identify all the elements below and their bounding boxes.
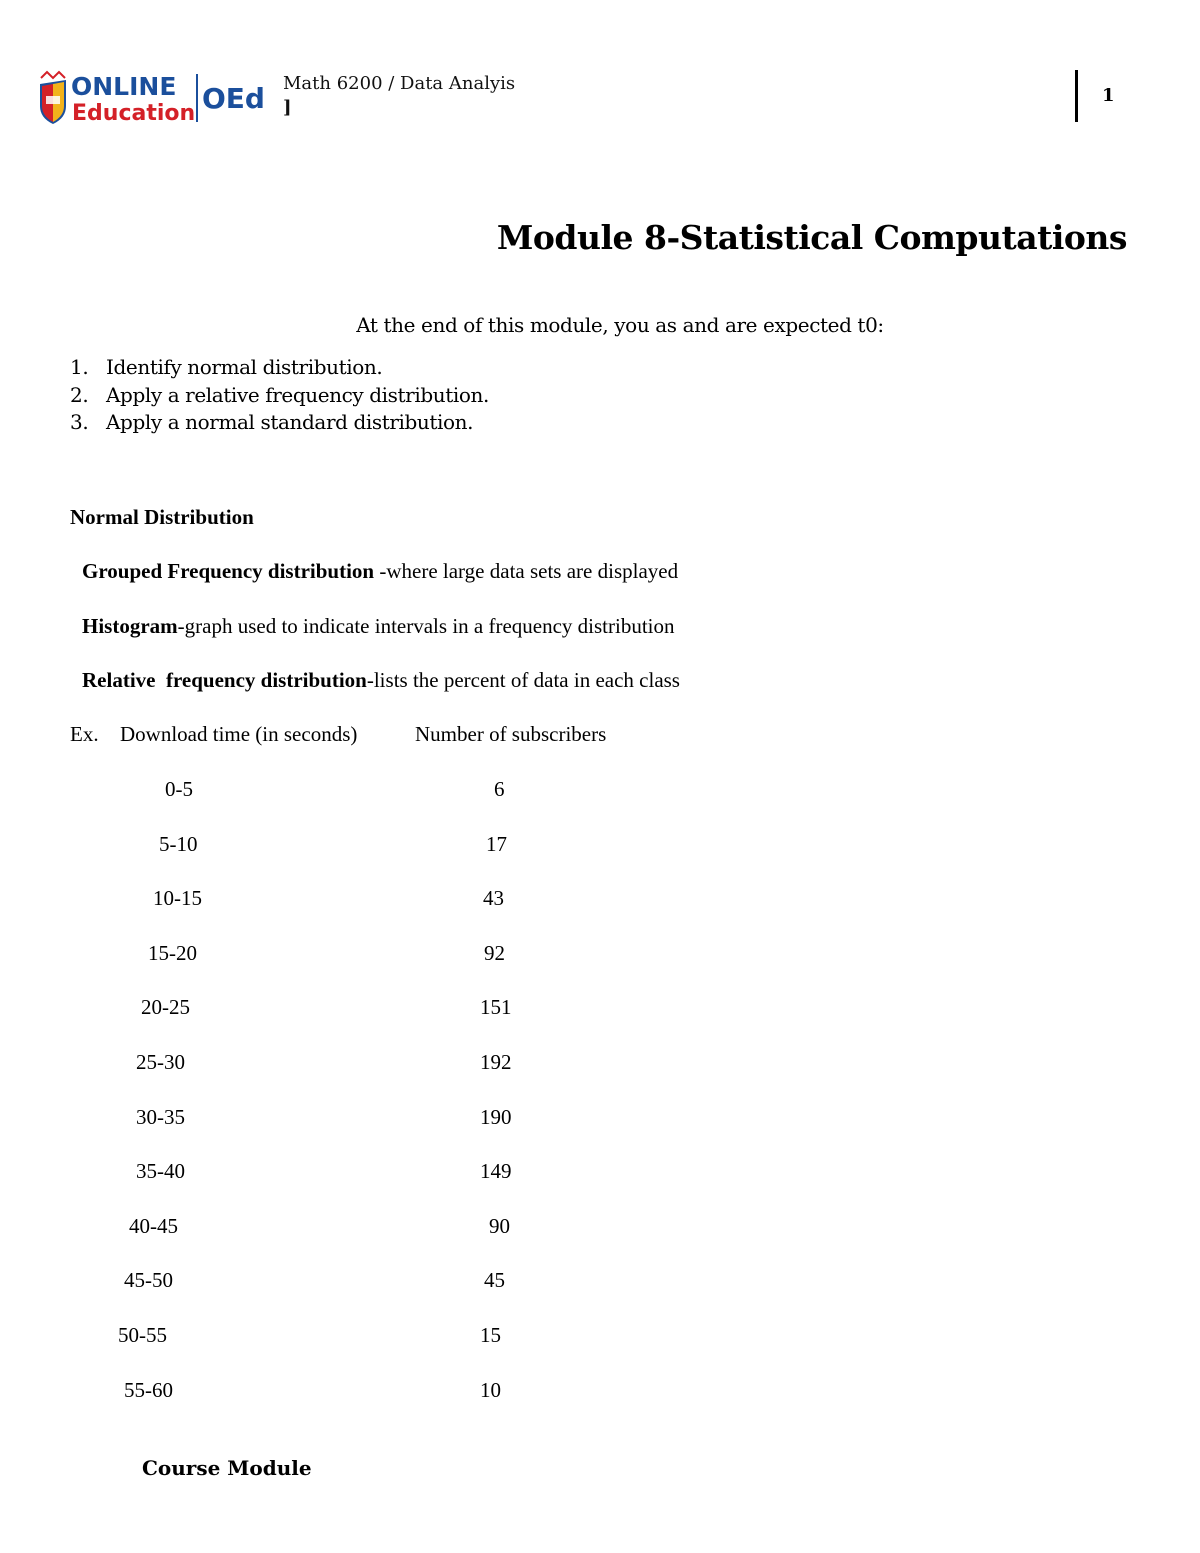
count-cell: 151 [480, 995, 512, 1020]
online-education-logo [38, 70, 270, 126]
example-label: Ex. [70, 722, 99, 746]
objective-item: 1. Identify normal distribution. [70, 355, 383, 379]
count-cell: 90 [489, 1213, 510, 1238]
module-title: Module 8-Statistical Computations [496, 218, 1127, 257]
count-cell: 149 [480, 1159, 512, 1184]
footer-course-module: Course Module [142, 1456, 312, 1480]
definition-grouped-frequency: Grouped Frequency distribution -where large data sets are displayed [82, 559, 679, 583]
svg-text:ONLINE: ONLINE [71, 72, 177, 101]
interval-cell: 0-5 [165, 777, 193, 801]
section-heading: Normal Distribution [70, 505, 254, 529]
count-cell: 192 [480, 1050, 512, 1074]
count-cell: 10 [480, 1377, 501, 1402]
interval-cell: 40-45 [129, 1213, 178, 1238]
course-title-line: Math 6200 / Data Analyis [283, 73, 516, 94]
course-title [283, 72, 515, 120]
count-cell: 92 [484, 940, 505, 965]
definition-relative-frequency: Relative frequency distribution-lists the percent of data in each class [82, 668, 680, 692]
module-intro: At the end of this module, you as and are expected t0: [356, 313, 884, 337]
shield-icon [40, 72, 66, 124]
interval-cell: 20-25 [141, 995, 190, 1020]
interval-cell: 5-10 [159, 831, 198, 856]
svg-text:OEd: OEd [202, 82, 265, 115]
interval-cell: 25-30 [136, 1050, 185, 1074]
interval-cell: 30-35 [136, 1104, 185, 1129]
interval-cell: 10-15 [153, 886, 202, 911]
header-divider [1075, 70, 1078, 122]
count-cell: 15 [480, 1323, 501, 1347]
column-header-subscribers: Number of subscribers [415, 722, 607, 746]
definition-histogram: Histogram-graph used to indicate intervals in a frequency distribution [82, 614, 675, 638]
interval-cell: 50-55 [118, 1323, 167, 1347]
objectives-list [70, 354, 489, 437]
count-cell: 190 [480, 1104, 512, 1129]
interval-cell: 15-20 [148, 940, 197, 965]
interval-cell: 45-50 [124, 1268, 173, 1293]
count-cell: 45 [484, 1268, 505, 1293]
objective-item: 3. Apply a normal standard distribution. [70, 410, 474, 434]
logo-graphic [38, 70, 270, 126]
interval-cell: 55-60 [124, 1377, 173, 1402]
page-number: 1 [1102, 85, 1115, 106]
count-cell: 17 [486, 831, 507, 856]
count-cell: 43 [483, 886, 504, 911]
svg-text:Education: Education [72, 101, 196, 126]
count-cell: 6 [494, 777, 505, 801]
objective-item: 2. Apply a relative frequency distribution. [70, 382, 489, 407]
interval-cell: 35-40 [136, 1159, 185, 1184]
course-title-bracket: ] [283, 97, 292, 118]
column-header-download-time: Download time (in seconds) [120, 722, 358, 746]
